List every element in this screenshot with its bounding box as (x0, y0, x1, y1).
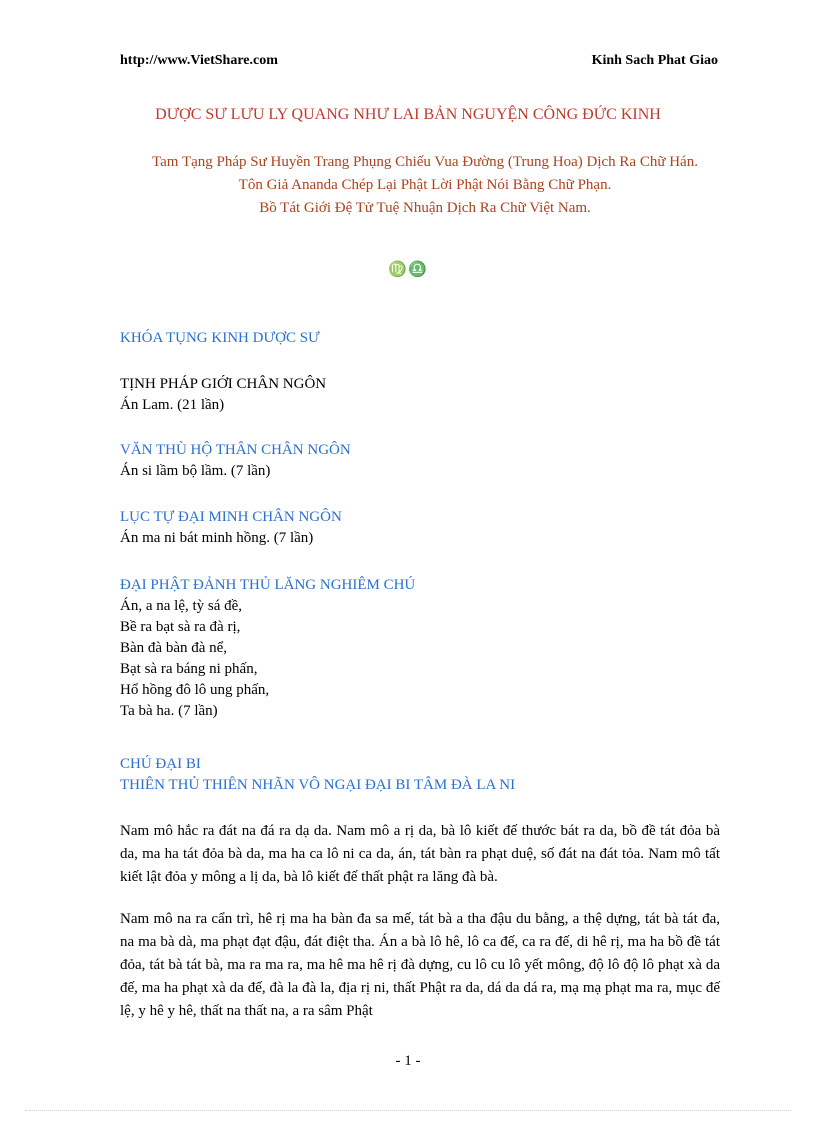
subtitle-line-2: Tôn Giả Ananda Chép Lại Phật Lời Phật Nói Bằng Chữ Phạn. (238, 177, 612, 193)
section-van-thu (120, 440, 351, 482)
section-tinh-phap (120, 374, 326, 416)
section-heading: ĐẠI PHẬT ĐẢNH THỦ LĂNG NGHIÊM CHÚ (120, 577, 416, 593)
section-heading: CHÚ ĐẠI BI (120, 756, 201, 772)
subtitle-line-1: Tam Tạng Pháp Sư Huyền Trang Phụng Chiếu Vua Đường (Trung Hoa) Dịch Ra Chữ Hán. (152, 154, 698, 170)
subtitle-line-3: Bồ Tát Giới Đệ Tử Tuệ Nhuận Dịch Ra Chữ Việt Nam. (259, 200, 591, 216)
section-text: Án ma ni bát minh hồng. (7 lần) (120, 530, 314, 546)
header-url: http://www.VietShare.com (120, 53, 278, 68)
section-khoa-tung (120, 328, 320, 349)
section-heading: VĂN THÙ HỘ THÂN CHÂN NGÔN (120, 442, 351, 458)
paragraph-1: Nam mô hắc ra đát na đá ra dạ da. Nam mô a rị da, bà lô kiết đế thước bát ra da, bồ đề tát đỏa bà da, ma ha tát đỏa bà da, ma ha ca lô ni ca da, án, tát bàn ra phạt duệ, số đát na đát tỏa. Nam mô tất kiết lật đỏa y mông a lị da, bà lô kiết đế thất phật ra lăng đà bà. (120, 823, 720, 885)
zodiac-symbol-icon: ♍♎ (388, 262, 428, 278)
mantra-line: Ta bà ha. (7 lần) (120, 703, 218, 719)
page-number: - 1 - (395, 1053, 421, 1069)
section-text: Án Lam. (21 lần) (120, 397, 225, 413)
mantra-line: Bề ra bạt sà ra đà rị, (120, 619, 241, 635)
document-title: DƯỢC SƯ LƯU LY QUANG NHƯ LAI BẢN NGUYỆN CÔNG ĐỨC KINH (155, 106, 661, 123)
header-title: Kinh Sach Phat Giao (591, 53, 718, 68)
paragraph-2: Nam mô na ra cẩn trì, hê rị ma ha bàn đa sa mế, tát bà a tha đậu du bằng, a thệ dựng, tát bà tát đa, na ma bà dà, ma phạt đạt đậu, đát điệt tha. Án a bà lô hê, lô ca đế, ca ra đế, di hê rị, ma ha bồ đề tát đỏa, tát bà tát bà, ma ra ma ra, ma hê ma hê rị đà dựng, cu lô cu lô yết mông, độ lô độ lô phạt xà da đế, ma ha phạt xà da đế, đà la đà la, địa rị ni, thất Phật ra da, dá da dá ra, mạ mạ phạt ma ra, mục đế lệ, y hê y hê, thất na thất na, a ra sâm Phật (120, 911, 720, 1019)
section-chu-dai-bi (120, 754, 515, 796)
mantra-line: Án, a na lệ, tỳ sá đề, (120, 598, 243, 614)
section-heading: LỤC TỰ ĐẠI MINH CHÂN NGÔN (120, 509, 342, 525)
section-luc-tu (120, 507, 342, 549)
section-text: Án si lầm bộ lầm. (7 lần) (120, 463, 271, 479)
section-heading: TỊNH PHÁP GIỚI CHÂN NGÔN (120, 376, 327, 392)
section-dai-phat (120, 575, 415, 722)
mantra-line: Hổ hồng đô lô ung phấn, (120, 682, 270, 698)
mantra-line: Bạt sà ra báng ni phấn, (120, 661, 258, 677)
page-bottom-divider (25, 1110, 791, 1111)
section-heading: KHÓA TỤNG KINH DƯỢC SƯ (120, 330, 320, 346)
subtitle-block (130, 151, 720, 220)
mantra-line: Bàn đà bàn đà nể, (120, 640, 228, 656)
section-subheading: THIÊN THỦ THIÊN NHÃN VÔ NGẠI ĐẠI BI TÂM ĐÀ LA NI (120, 777, 516, 793)
